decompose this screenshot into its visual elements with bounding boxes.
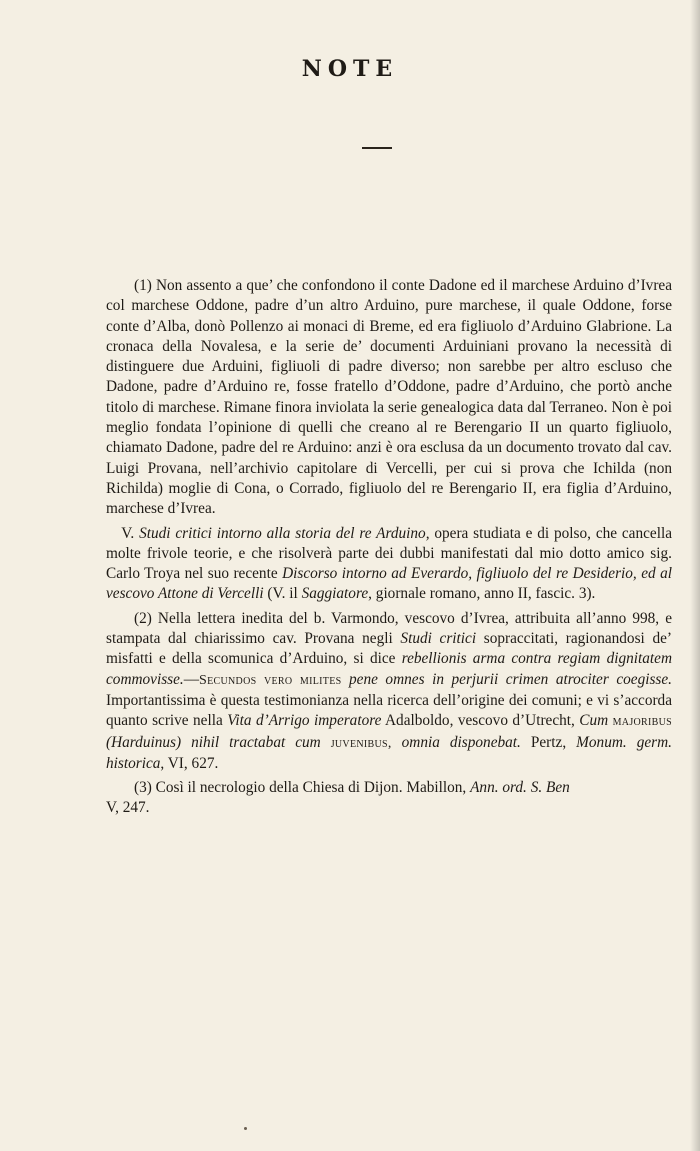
note-1-number: (1) bbox=[134, 277, 152, 294]
ref-lead: V. bbox=[121, 524, 135, 542]
page-title: NOTE bbox=[301, 56, 399, 82]
note-3-text-1: Così il necrologio della Chiesa di Dijon. Mabillon, bbox=[155, 779, 471, 797]
note-2 bbox=[106, 609, 672, 774]
ref-text-2: (V. il bbox=[263, 585, 302, 603]
note-3 bbox=[106, 778, 672, 819]
note-2-smallcaps-1: Secundos vero milites bbox=[199, 672, 342, 688]
note-1-reference bbox=[106, 524, 672, 605]
note-2-text-2: sopraccitati, ragionandosi de’ misfatti e della scomunica d’Arduino, si dice bbox=[106, 630, 672, 668]
note-1-text: Non assento a que’ che confondono il conte Dadone ed il marchese Arduino d’Ivrea col marchese Oddone, padre d’un altro Arduino, pure marchese, il quale Oddone, forse conte d’Alba, donò Pollenzo ai monaci di Breme, ed era figliuolo d’Arduino Glabrione. La cronaca della Novalesa, e la serie de’ documenti Arduiniani provano la necessità di distinguere due Arduini, figliuoli di padre diverso; non sarebbe per altro escluso che Dadone, padre d’Arduino re, fosse fratello d’Oddone, padre d’Arduino, che portò anche titolo di marchese. Rimane finora inviolata la serie genealogica data dal Terraneo. Non è poi meglio fondata l’opinione di quelli che creano al re Berengario II un quarto figliuolo, chiamato Dadone, padre del re Arduino: anzi è ora esclusa da un documento trovato dal cav. Luigi Provana, nell’archivio capitolare di Vercelli, per cui si prova che Ichilda (non Richilda) moglie di Cona, o Corrado, figliuolo del re Berengario II, era figlia d’Arduino, marchese d’Ivrea. bbox=[106, 277, 672, 518]
page-edge-shadow bbox=[690, 0, 700, 1151]
note-2-latin-quote: rebellionis arma contra regiam dignitatem commovisse. bbox=[106, 650, 673, 688]
ref-work-title: Studi critici intorno alla storia del re Arduino, bbox=[139, 524, 430, 542]
ref-discorso-title: Discorso intorno ad Everardo, figliuolo del re Desiderio, ed al vescovo Attone di Vercelli bbox=[106, 565, 673, 603]
note-1 bbox=[106, 276, 672, 520]
note-2-latin-quote-2: pene omnes in perjurii crimen atrociter coegisse. bbox=[341, 670, 672, 688]
note-2-italic-cum: Cum bbox=[579, 712, 609, 730]
note-2-italic-1: Studi critici bbox=[400, 630, 477, 648]
paper-speck bbox=[244, 1127, 247, 1130]
note-3-number: (3) bbox=[134, 779, 152, 797]
note-2-text-1: Nella lettera inedita del b. Varmondo, vescovo d’Ivrea, attribuita all’anno 998, e stampata dal chiarissimo cav. Provana negli bbox=[106, 609, 672, 648]
notes-body bbox=[106, 276, 672, 823]
ref-text-3: , giornale romano, anno II, fascic. 3). bbox=[368, 585, 596, 603]
note-2-text-6: , VI, 627. bbox=[160, 754, 219, 772]
note-2-smallcaps-2: majoribus bbox=[608, 714, 672, 730]
title-rule bbox=[362, 147, 392, 149]
note-2-smallcaps-3: juvenibus, bbox=[320, 735, 402, 751]
note-2-italic-omnia: omnia disponebat. bbox=[401, 733, 521, 751]
ref-journal-title: Saggiatore bbox=[301, 585, 369, 603]
note-2-text-5: Pertz, bbox=[520, 733, 577, 751]
note-2-italic-harduinus: (Harduinus) nihil tractabat cum bbox=[106, 733, 321, 751]
note-2-number: (2) bbox=[134, 609, 152, 627]
note-2-vita-title: Vita d’Arrigo imperatore bbox=[227, 712, 382, 730]
note-2-monum-title: Monum. germ. historica bbox=[106, 733, 672, 772]
ref-text-1: opera studiata e di polso, che cancella molte frivole teorie, e che risolverà parte dei dubbi manifestati dal mio dotto amico sig. Carlo Troya nel suo recente bbox=[106, 524, 672, 583]
note-2-text-4: Adalboldo, vescovo d’Utrecht, bbox=[381, 712, 580, 730]
note-3-text-2: V, 247. bbox=[106, 799, 150, 817]
note-3-italic: Ann. ord. S. Ben bbox=[470, 779, 570, 797]
note-2-text-3: Importantissima è questa testimonianza nella ricerca dell’origine dei comuni; e vi s’accorda quanto scrive nella bbox=[106, 691, 672, 730]
note-2-dash: — bbox=[183, 670, 200, 688]
